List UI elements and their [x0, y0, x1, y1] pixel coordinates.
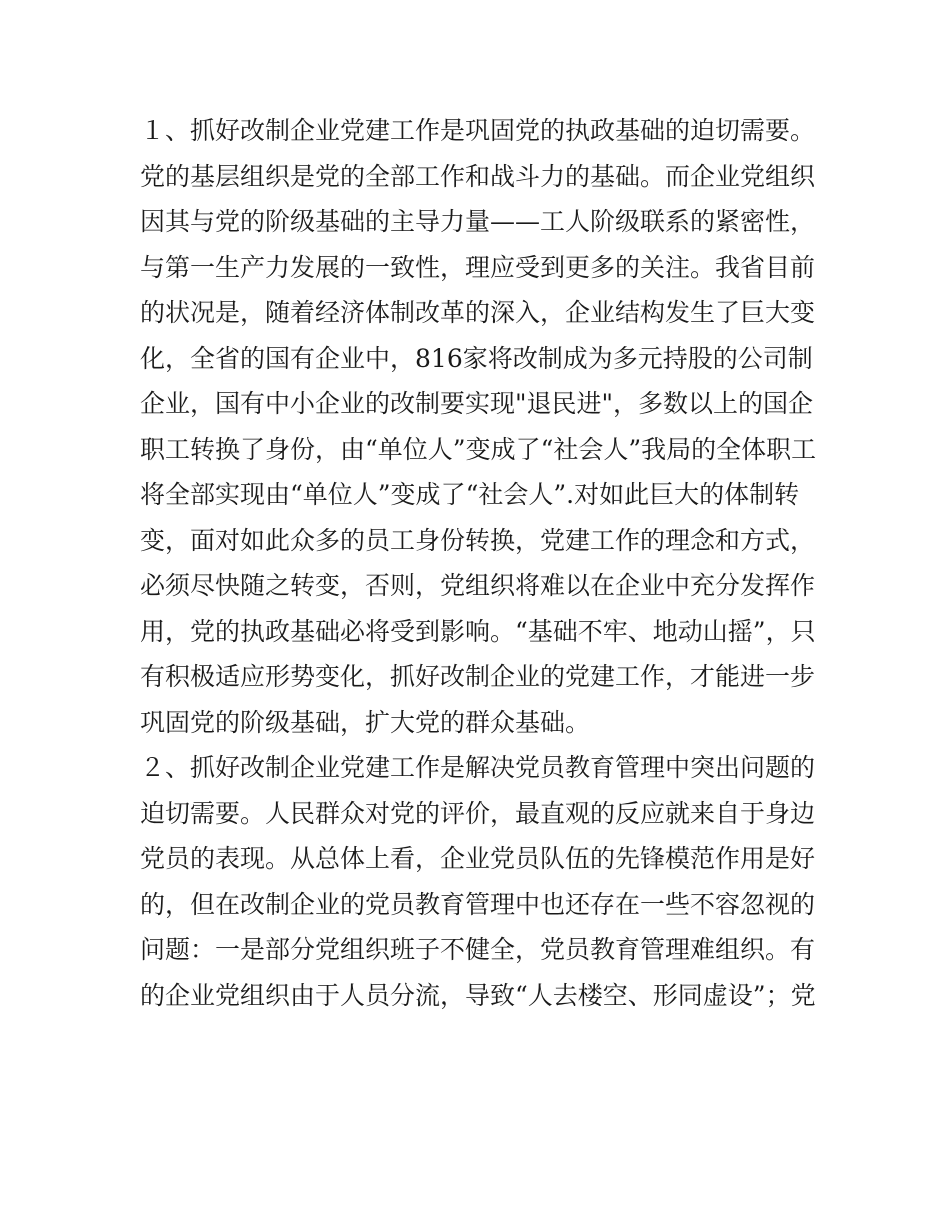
text-line: 巩固党的阶级基础，扩大党的群众基础。	[140, 707, 591, 737]
text-line: 的企业党组织由于人员分流，导致“人去楼空、形同虚设”；党	[140, 980, 816, 1010]
text-line: 必须尽快随之转变，否则，党组织将难以在企业中充分发挥作	[140, 571, 816, 600]
text-line: 有积极适应形势变化，抓好改制企业的党建工作，才能进一步	[140, 662, 816, 691]
text-line: 用，党的执政基础必将受到影响。“基础不牢、地动山摇”，只	[140, 616, 816, 646]
body-text	[140, 108, 820, 1018]
text-line: １、抓好改制企业党建工作是巩固党的执政基础的迫切需要。	[140, 116, 816, 145]
text-line: ２、抓好改制企业党建工作是解决党员教育管理中突出问题的	[140, 753, 816, 782]
text-line: 因其与党的阶级基础的主导力量——工人阶级联系的紧密性，	[140, 207, 816, 236]
text-line: 变，面对如此众多的员工身份转换，党建工作的理念和方式，	[140, 525, 816, 555]
text-line: 将全部实现由“单位人”变成了“社会人”.对如此巨大的体制转	[140, 480, 800, 509]
text-line: 的，但在改制企业的党员教育管理中也还存在一些不容忽视的	[140, 889, 816, 919]
text-line: 企业，国有中小企业的改制要实现"退民进"，多数以上的国企	[140, 389, 814, 418]
text-line: 化，全省的国有企业中，816家将改制成为多元持股的公司制	[140, 343, 813, 373]
text-line: 党员的表现。从总体上看，企业党员队伍的先锋模范作用是好	[140, 844, 816, 873]
text-line: 迫切需要。人民群众对党的评价，最直观的反应就来自于身边	[140, 798, 816, 828]
text-line: 党的基层组织是党的全部工作和战斗力的基础。而企业党组织	[140, 161, 816, 191]
text-line: 职工转换了身份，由“单位人”变成了“社会人”我局的全体职工	[140, 434, 817, 464]
text-line: 问题：一是部分党组织班子不健全，党员教育管理难组织。有	[140, 935, 816, 964]
text-line: 的状况是，随着经济体制改革的深入，企业结构发生了巨大变	[140, 298, 816, 327]
text-line: 与第一生产力发展的一致性，理应受到更多的关注。我省目前	[140, 252, 816, 282]
